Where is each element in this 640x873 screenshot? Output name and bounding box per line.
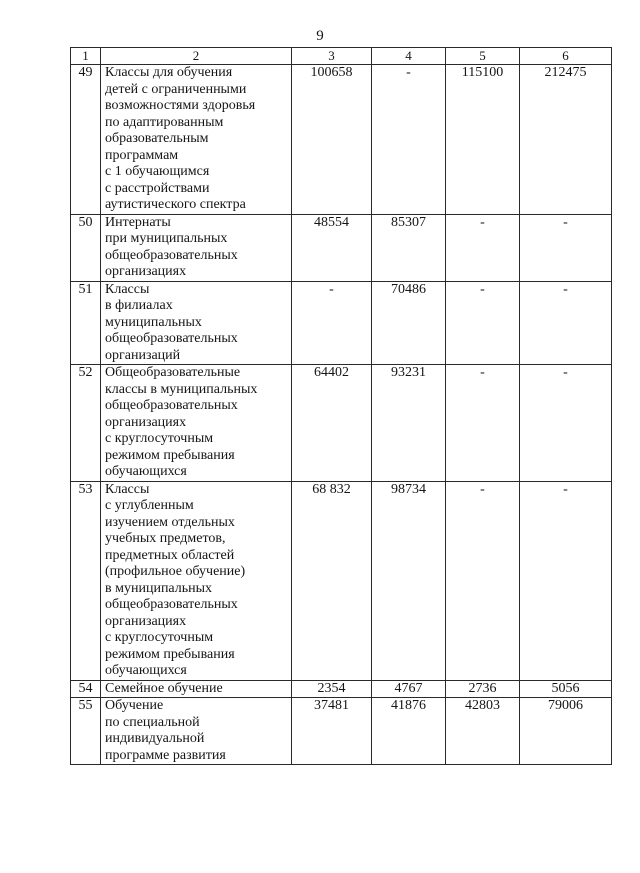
cell-col4: 4767 — [372, 680, 446, 698]
row-number: 53 — [71, 481, 101, 680]
cell-col3: 48554 — [292, 214, 372, 281]
cell-col6: - — [520, 281, 612, 365]
cell-col5: - — [446, 214, 520, 281]
cell-col5: - — [446, 281, 520, 365]
cell-col5: - — [446, 365, 520, 482]
cell-col4: 98734 — [372, 481, 446, 680]
cell-col6: 212475 — [520, 65, 612, 215]
cell-col5: 115100 — [446, 65, 520, 215]
row-number: 54 — [71, 680, 101, 698]
column-header: 2 — [101, 48, 292, 65]
page-number: 9 — [316, 28, 324, 44]
table-header-row — [71, 48, 612, 65]
cell-col3: 64402 — [292, 365, 372, 482]
table-row — [71, 698, 612, 765]
row-number: 52 — [71, 365, 101, 482]
cell-col6: 79006 — [520, 698, 612, 765]
cell-col6: 5056 — [520, 680, 612, 698]
row-name: Классы с углубленным изучением отдельных учебных предметов, предметных областей (профильное обучение) в муниципальных общеобразовательных организациях с круглосуточным режимом пребывания обучающихся — [101, 481, 292, 680]
cell-col4: - — [372, 65, 446, 215]
row-name: Общеобразовательные классы в муниципальных общеобразовательных организациях с круглосуточным режимом пребывания обучающихся — [101, 365, 292, 482]
data-table — [70, 47, 612, 765]
cell-col3: - — [292, 281, 372, 365]
table-row — [71, 65, 612, 215]
cell-col4: 85307 — [372, 214, 446, 281]
column-header: 5 — [446, 48, 520, 65]
table-row — [71, 281, 612, 365]
table-row — [71, 481, 612, 680]
row-number: 55 — [71, 698, 101, 765]
cell-col3: 2354 — [292, 680, 372, 698]
cell-col6: - — [520, 214, 612, 281]
row-number: 49 — [71, 65, 101, 215]
column-header: 4 — [372, 48, 446, 65]
column-header: 6 — [520, 48, 612, 65]
cell-col3: 37481 — [292, 698, 372, 765]
cell-col6: - — [520, 365, 612, 482]
cell-col6: - — [520, 481, 612, 680]
cell-col4: 93231 — [372, 365, 446, 482]
row-name: Классы для обучения детей с ограниченными возможностями здоровья по адаптированным образовательным программам с 1 обучающимся с расстройствами аутистического спектра — [101, 65, 292, 215]
cell-col3: 68 832 — [292, 481, 372, 680]
row-number: 51 — [71, 281, 101, 365]
column-header: 1 — [71, 48, 101, 65]
table-row — [71, 214, 612, 281]
column-header: 3 — [292, 48, 372, 65]
table-row — [71, 680, 612, 698]
cell-col5: 42803 — [446, 698, 520, 765]
cell-col4: 41876 — [372, 698, 446, 765]
cell-col5: - — [446, 481, 520, 680]
row-name: Обучение по специальной индивидуальной программе развития — [101, 698, 292, 765]
row-name: Семейное обучение — [101, 680, 292, 698]
table-row — [71, 365, 612, 482]
cell-col5: 2736 — [446, 680, 520, 698]
row-number: 50 — [71, 214, 101, 281]
row-name: Интернаты при муниципальных общеобразовательных организациях — [101, 214, 292, 281]
cell-col3: 100658 — [292, 65, 372, 215]
cell-col4: 70486 — [372, 281, 446, 365]
row-name: Классы в филиалах муниципальных общеобразовательных организаций — [101, 281, 292, 365]
